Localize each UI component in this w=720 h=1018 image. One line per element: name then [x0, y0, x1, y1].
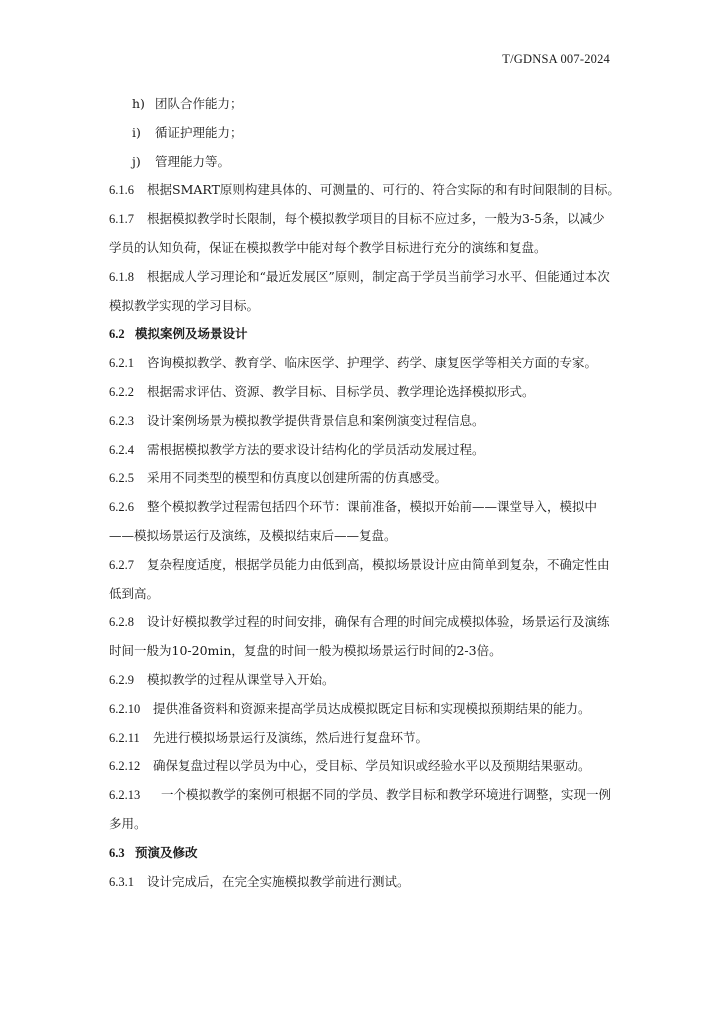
- section-title: 预演及修改: [135, 844, 198, 860]
- clause-text-line1: 复杂程度适度，根据学员能力由低到高，模拟场景设计应由简单到复杂，不确定性由: [147, 556, 610, 572]
- clause-number: 6.2.13: [109, 788, 141, 803]
- clause-text-line2: ——模拟场景运行及演练，及模拟结束后——复盘。: [109, 527, 397, 543]
- clause-6-2-12: [109, 752, 612, 781]
- clause-text: 采用不同类型的模型和仿真度以创建所需的仿真感受。: [147, 470, 448, 486]
- clause-number: 6.2.5: [109, 471, 134, 486]
- clause-text-line1: 根据成人学习理论和“最近发展区”原则，制定高于学员当前学习水平、但能通过本次: [147, 268, 610, 284]
- clause-number: 6.2.9: [109, 672, 134, 687]
- list-item: [109, 148, 612, 177]
- clause-number: 6.2.4: [109, 442, 134, 457]
- clause-text-line2: 低到高。: [109, 585, 160, 601]
- clause-text-line1: 根据模拟教学时长限制，每个模拟教学项目的目标不应过多，一般为3-5条，以减少: [147, 211, 605, 227]
- clause-text: 需根据模拟教学方法的要求设计结构化的学员活动发展过程。: [147, 441, 485, 457]
- clause-number: 6.1.7: [109, 212, 134, 227]
- section-heading-6-3: [109, 839, 612, 868]
- clause-6-2-6: [109, 493, 612, 551]
- clause-text: 咨询模拟教学、教育学、临床医学、护理学、药学、康复医学等相关方面的专家。: [147, 355, 598, 371]
- clause-text: 确保复盘过程以学员为中心，受目标、学员知识或经验水平以及预期结果驱动。: [153, 758, 591, 774]
- clause-number: 6.2.6: [109, 500, 134, 515]
- clause-6-2-2: [109, 378, 612, 407]
- clause-6-2-13: [109, 781, 612, 839]
- clause-6-1-7: [109, 205, 612, 263]
- list-item-text: 循证护理能力；: [155, 124, 243, 140]
- clause-6-2-5: [109, 464, 612, 493]
- clause-6-2-11: [109, 724, 612, 753]
- clause-text-line1: 设计好模拟教学过程的时间安排，确保有合理的时间完成模拟体验，场景运行及演练: [147, 614, 610, 630]
- clause-text: 根据需求评估、资源、教学目标、目标学员、教学理论选择模拟形式。: [147, 383, 535, 399]
- clause-6-2-10: [109, 695, 612, 724]
- list-item-text: 团队合作能力；: [155, 96, 243, 111]
- clause-6-2-8: [109, 608, 612, 666]
- section-number: 6.2: [109, 327, 125, 342]
- clause-text-line1: 一个模拟教学的案例可根据不同的学员、教学目标和教学环境进行调整，实现一例: [161, 787, 612, 803]
- clause-6-2-3: [109, 407, 612, 436]
- list-item-text: 管理能力等。: [155, 153, 231, 169]
- list-item-label: i): [132, 124, 141, 140]
- clause-number: 6.2.10: [109, 701, 141, 716]
- clause-text-line2: 多用。: [109, 815, 147, 831]
- section-title: 模拟案例及场景设计: [135, 326, 248, 342]
- clause-text: 先进行模拟场景运行及演练，然后进行复盘环节。: [153, 729, 429, 745]
- clause-6-2-7: [109, 551, 612, 609]
- clause-text-line2: 模拟教学实现的学习目标。: [109, 297, 260, 313]
- section-number: 6.3: [109, 845, 125, 860]
- list-item-label: j): [132, 153, 141, 169]
- clause-6-1-6: [109, 176, 620, 205]
- clause-6-1-8: [109, 263, 612, 321]
- list-item-label: h): [132, 96, 145, 111]
- clause-number: 6.2.7: [109, 557, 134, 572]
- clause-number: 6.3.1: [109, 874, 134, 889]
- clause-text-line2: 时间一般为10-20min，复盘的时间一般为模拟场景运行时间的2-3倍。: [109, 643, 502, 659]
- list-item: [109, 90, 612, 119]
- clause-number: 6.2.11: [109, 730, 140, 745]
- clause-text: 模拟教学的过程从课堂导入开始。: [147, 671, 335, 687]
- document-code-header: T/GDNSA 007-2024: [502, 52, 610, 66]
- clause-text-line2: 学员的认知负荷，保证在模拟教学中能对每个教学目标进行充分的演练和复盘。: [109, 239, 547, 255]
- clause-number: 6.2.12: [109, 759, 141, 774]
- clause-6-2-1: [109, 349, 612, 378]
- clause-number: 6.2.2: [109, 384, 134, 399]
- clause-number: 6.2.3: [109, 413, 134, 428]
- list-item: [109, 119, 612, 148]
- clause-6-2-9: [109, 666, 612, 695]
- document-body: [109, 90, 620, 896]
- clause-text: 提供准备资料和资源来提高学员达成模拟既定目标和实现模拟预期结果的能力。: [153, 700, 591, 716]
- section-heading-6-2: [109, 320, 612, 349]
- clause-number: 6.2.8: [109, 615, 134, 630]
- clause-text: 设计完成后，在完全实施模拟教学前进行测试。: [147, 873, 410, 889]
- clause-6-3-1: [109, 868, 612, 897]
- clause-number: 6.1.8: [109, 269, 134, 284]
- clause-number: 6.2.1: [109, 356, 134, 371]
- clause-text: 设计案例场景为模拟教学提供背景信息和案例演变过程信息。: [147, 412, 485, 428]
- clause-number: 6.1.6: [109, 183, 134, 198]
- clause-text-line1: 整个模拟教学过程需包括四个环节：课前准备，模拟开始前——课堂导入，模拟中: [147, 499, 598, 515]
- clause-6-2-4: [109, 436, 612, 465]
- clause-text: 根据SMART原则构建具体的、可测量的、可行的、符合实际的和有时间限制的目标。: [147, 182, 620, 198]
